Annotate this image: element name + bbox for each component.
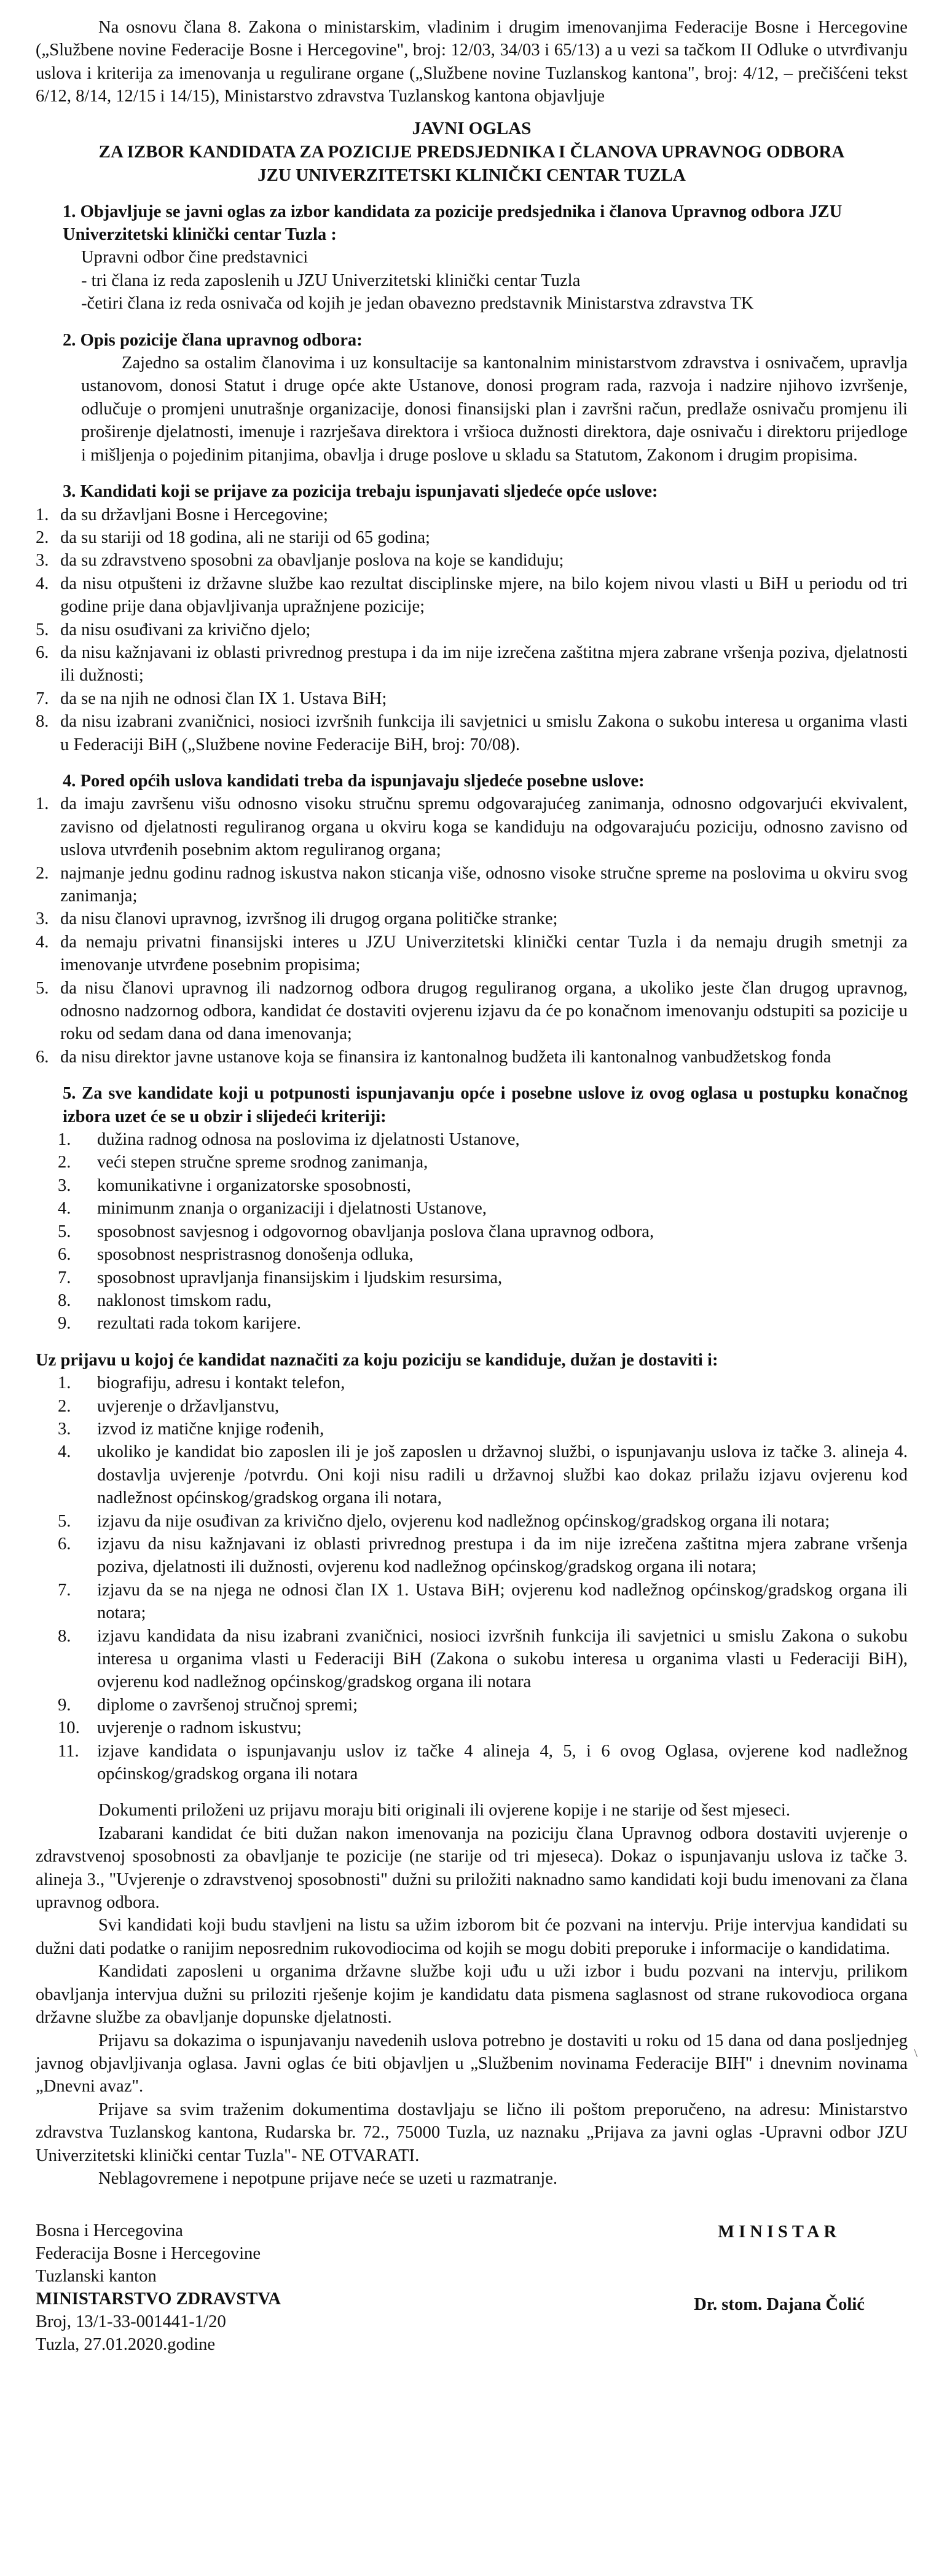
list-item: 9. diplome o završenoj stručnoj spremi; <box>58 1695 358 1715</box>
list-item: 6. sposobnost nespristrasnog donošenja odluka, <box>58 1245 414 1265</box>
list-item: 2. veći stepen stručne spreme srodnog zanimanja, <box>58 1153 428 1172</box>
signature-block <box>694 2219 908 2356</box>
section-1-heading: 1. Objavljuje se javni oglas za izbor kandidata za pozicije predsjednika i članova Upravnog odbora JZU Univerzitetski klinički centar Tuzla : <box>63 202 843 245</box>
paragraph-selected-candidate: Izabarani kandidat će biti dužan nakon imenovanja na poziciju člana Upravnog odbora dostaviti uvjerenje o zdravstvenoj sposobnosti za obavljanje te pozicije (ne starije od tri mjeseca). Dokaz o ispunjavanju uslova iz tačke 3. alineja 3., "Uvjerenje o zdravstvenoj sposobnosti" dužni su priložiti naknadno samo kandidati koji budu imenovani za člana upravnog odbora. <box>36 1823 908 1913</box>
document-number: Broj, 13/1-33-001441-1/20 <box>36 2312 226 2332</box>
title-line-1: JAVNI OGLAS <box>412 118 532 138</box>
list-item: 6. izjavu da nisu kažnjavani iz oblasti privrednog prestupa i da im nije izrečena zaštitna mjera zabrane vršenja poziva, djelatnosti ili dužnosti, ovjerenu kod nadležnog općinskog/gradskog organa ili notara; <box>58 1534 908 1577</box>
paragraph-interview: Svi kandidati koji budu stavljeni na listu sa užim izborom bit će pozvani na intervju. Prije intervjua kandidati su dužni dati podatke o ranijim neposrednim rukovodiocima od kojih se mogu dobiti preporuke i informacije o kandidatima. <box>36 1916 908 1958</box>
paragraph-deadline: Prijavu sa dokazima o ispunjavanju navedenih uslova potrebno je dostaviti u roku od 15 dana od dana posljednjeg javnog objavljivanja oglasa. Javni oglas će biti objavljen u „Službenim novinama Federacije BIH" i dnevnim novinama „Dnevni avaz". <box>36 2031 908 2096</box>
section-1-line-3: -četiri člana iz reda osnivača od kojih je jedan obavezno predstavnik Ministarstva zdravstva TK <box>81 294 754 314</box>
list-item: 2. najmanje jednu godinu radnog iskustva nakon sticanja više, odnosno visoke stručne spreme na poslovima u okviru svog zanimanja; <box>36 863 908 906</box>
section-4-heading: 4. Pored općih uslova kandidati treba da ispunjavaju sljedeće posebne uslove: <box>63 771 645 791</box>
paragraph-civil-service: Kandidati zaposleni u organima državne službe koji uđu u uži izbor i budu pozvani na intervju, prilikom obavljanja intervjua dužni su priloziti rješenje kojim je kandidatu data pismena saglasnost od strane rukovodioca organa državne službe za obavljanje dopunske djelatnosti. <box>36 1962 908 2028</box>
documents-heading: Uz prijavu u kojoj će kandidat naznačiti za koju poziciju se kandiduje, dužan je dostaviti i: <box>36 1350 718 1370</box>
list-item: 1. da imaju završenu višu odnosno visoku stručnu spremu odgovarajućeg zanimanja, odnosno odgovarjući ekvivalent, zavisno od djelatnosti reguliranog organa u okviru koga se kandiduju na odgovarajuću poziciju, odnosno zavisno od uslova utvrđenih posebnim aktom reguliranog organa; <box>36 794 908 860</box>
issuer-canton: Tuzlanski kanton <box>36 2267 157 2286</box>
list-item: 3. da su zdravstveno sposobni za obavljanje poslova na koje se kandiduju; <box>36 551 564 571</box>
issuer-country: Bosna i Hercegovina <box>36 2221 183 2241</box>
paragraph-address: Prijave sa svim traženim dokumentima dostavljaju se lično ili poštom preporučeno, na adresu: Ministarstvo zdravstva Tuzlanskog kantona, Rudarska br. 72., 75000 Tuzla, uz naznaku „Prijava za javni oglas -Upravni odbor JZU Univerzitetski klinički centar Tuzla"- NE OTVARATI. <box>36 2100 908 2165</box>
list-item: 5. da nisu osuđivani za krivično djelo; <box>36 620 311 639</box>
list-item: 5. izjavu da nije osuđivan za krivično djelo, ovjerenu kod nadležnog općinskog/gradskog organa ili notara; <box>58 1511 830 1531</box>
list-item: 6. da nisu kažnjavani iz oblasti privrednog prestupa i da im nije izrečena zaštitna mjera zabrane vršenja poziva, djelatnosti ili dužnosti; <box>36 642 908 685</box>
section-2 <box>36 329 908 467</box>
section-3-heading: 3. Kandidati koji se prijave za pozicija trebaju ispunjavati sljedeće opće uslove: <box>63 482 658 502</box>
list-item: 4. ukoliko je kandidat bio zaposlen ili je još zaposlen u državnoj službi, o ispunjavanju uslova iz tačke 3. alineja 4. dostavlja uvjerenje /potvrdu. Oni koji nisu radili u državnoj službi kao dokaz prilažu izjavu ovjerenu kod nadležnost općinskog/gradskog organa ili notara, <box>58 1442 908 1508</box>
document-date: Tuzla, 27.01.2020.godine <box>36 2335 216 2355</box>
issuer-block <box>36 2219 281 2356</box>
required-documents-list <box>36 1372 908 1785</box>
list-item: 8. izjavu kandidata da nisu izabrani zvaničnici, nosioci izvršnih funkcija ili savjetnici u smislu Zakona o sukobu interesa u organima vlasti u Federaciji BiH (Zakona o sukobu interesa u organima vlasti u Federaciji BiH), ovjerenu kod nadležnog općinskog/gradskog organa ili notara <box>58 1626 908 1692</box>
list-item: 4. minimunm znanja o organizaciji i djelatnosti Ustanove, <box>58 1199 487 1219</box>
list-item: 8. da nisu izabrani zvaničnici, nosioci izvršnih funkcija ili savjetnici u smislu Zakona o sukobu interesa u organima vlasti u Federaciji BiH („Službene novine Federacije BiH, broj: 70/08). <box>36 712 908 754</box>
issuer-ministry: MINISTARSTVO ZDRAVSTVA <box>36 2290 281 2309</box>
list-item: 4. da nemaju privatni finansijski interes u JZU Univerzitetski klinički centar Tuzla i da nemaju drugih smetnji za imenovanje utvrđene posebnim propisima; <box>36 932 908 975</box>
margin-mark: \ <box>914 2047 917 2060</box>
list-item: 3. komunikativne i organizatorske sposobnosti, <box>58 1175 411 1195</box>
section-4 <box>36 770 908 1069</box>
list-item: 10. uvjerenje o radnom iskustvu; <box>58 1718 302 1738</box>
list-item: 3. izvod iz matične knjige rođenih, <box>58 1419 324 1439</box>
section-1 <box>36 200 908 315</box>
title-line-2: ZA IZBOR KANDIDATA ZA POZICIJE PREDSJEDNIKA I ČLANOVA UPRAVNOG ODBORA <box>98 141 845 162</box>
closing-paragraphs <box>36 1799 908 2190</box>
list-item: 11. izjave kandidata o ispunjavanju uslov iz tačke 4 alineja 4, 5, i 6 ovog Oglasa, ovjerene kod nadležnog općinskog/gradskog organa ili notara <box>58 1741 908 1784</box>
section-1-line-1: Upravni odbor čine predstavnici <box>81 248 308 267</box>
list-item: 2. da su stariji od 18 godina, ali ne stariji od 65 godina; <box>36 527 430 547</box>
list-item: 3. da nisu članovi upravnog, izvršnog ili drugog organa političke stranke; <box>36 909 558 929</box>
list-item: 1. biografiju, adresu i kontakt telefon, <box>58 1373 345 1393</box>
list-item: 1. da su državljani Bosne i Hercegovine; <box>36 505 328 524</box>
list-item: 5. da nisu članovi upravnog ili nadzornog odbora drugog reguliranog organa, a ukoliko jeste član drugog upravnog, odnosno nadzornog odbora, kandidat će dostaviti ovjerenu izjavu da će po konačnom imenovanju odstupiti sa pozicije u roku od sedam dana od dana imenovanja; <box>36 978 908 1044</box>
list-item: 8. naklonost timskom radu, <box>58 1290 272 1310</box>
intro-paragraph: Na osnovu člana 8. Zakona o ministarskim, vladinim i drugim imenovanjima Federacije Bosne i Hercegovine („Službene novine Federacije Bosne i Hercegovine", broj: 12/03, 34/03 i 65/13) a u vezi sa tačkom II Odluke o utvrđivanju uslova i kriterija za imenovanja u regulirane organe („Službene novine Tuzlanskog kantona", broj: 4/12, – prečišćeni tekst 6/12, 8/14, 12/15 i 14/15), Ministarstvo zdravstva Tuzlanskog kantona objavljuje <box>36 18 908 106</box>
list-item: 7. sposobnost upravljanja finansijskim i ljudskim resursima, <box>58 1268 503 1287</box>
list-item: 6. da nisu direktor javne ustanove koja se finansira iz kantonalnog budžeta ili kantonalnog vanbudžetskog fonda <box>36 1047 831 1067</box>
list-item: 9. rezultati rada tokom karijere. <box>58 1314 301 1333</box>
document-footer <box>36 2219 908 2356</box>
section-1-line-2: - tri člana iz reda zaposlenih u JZU Univerzitetski klinički centar Tuzla <box>81 271 581 290</box>
section-5 <box>36 1082 908 1335</box>
list-item: 4. da nisu otpušteni iz državne službe kao rezultat disciplinske mjere, na bilo kojem nivou vlasti u BiH u periodu od tri godine prije dana objavljivanja upražnjene pozicije; <box>36 574 908 617</box>
documents-section <box>36 1349 908 1786</box>
list-item: 1. dužina radnog odnosa na poslovima iz djelatnosti Ustanove, <box>58 1130 520 1150</box>
special-conditions-list <box>36 792 908 1069</box>
list-item: 5. sposobnost savjesnog i odgovornog obavljanja poslova člana upravnog odbora, <box>58 1222 654 1241</box>
list-item: 7. izjavu da se na njega ne odnosi član IX 1. Ustava BiH; ovjerenu kod nadležnog općinskog/gradskog organa ili notara; <box>58 1580 908 1623</box>
criteria-list <box>36 1128 908 1335</box>
issuer-federation: Federacija Bosne i Hercegovine <box>36 2244 261 2264</box>
paragraph-incomplete: Neblagovremene i nepotpune prijave neće se uzeti u razmatranje. <box>98 2168 558 2188</box>
paragraph-documents-validity: Dokumenti priloženi uz prijavu moraju biti originali ili ovjerene kopije i ne starije od šest mjeseci. <box>98 1801 790 1820</box>
section-2-heading: 2. Opis pozicije člana upravnog odbora: <box>63 330 363 350</box>
list-item: 7. da se na njih ne odnosi član IX 1. Ustava BiH; <box>36 689 387 708</box>
section-5-heading: 5. Za sve kandidate koji u potpunosti ispunjavanju opće i posebne uslove iz ovog oglasa u postupku konačnog izbora uzet će se u obzir i slijedeći kriteriji: <box>63 1084 908 1126</box>
title-line-3: JZU UNIVERZITETSKI KLINIČKI CENTAR TUZLA <box>257 165 686 185</box>
general-conditions-list <box>36 504 908 756</box>
section-2-body: Zajedno sa ostalim članovima i uz konsultacije sa kantonalnim ministarstvom zdravstva i osnivačem, upravlja ustanovom, donosi Statut i druge opće akte Ustanove, donosi program rada, razvoja i nadzire njihovo izvršenje, odlučuje o promjeni unutrašnje organizacije, donosi finansijski plan i završni račun, predlaže osnivaču promjenu ili proširenje djelatnosti, imenuje i razrješava direktora i vršioca dužnosti direktora, daje osnivaču i direktoru prijedloge i mišljenja o pojedinim pitanjima, obavlja i druge poslove u skladu sa Statutom, Zakonom i drugim propisima. <box>81 354 908 465</box>
list-item: 2. uvjerenje o državljanstvu, <box>58 1396 280 1416</box>
minister-title: MINISTAR <box>718 2222 841 2242</box>
announcement-title <box>36 117 908 187</box>
section-3 <box>36 480 908 756</box>
minister-name: Dr. stom. Dajana Čolić <box>694 2294 865 2314</box>
